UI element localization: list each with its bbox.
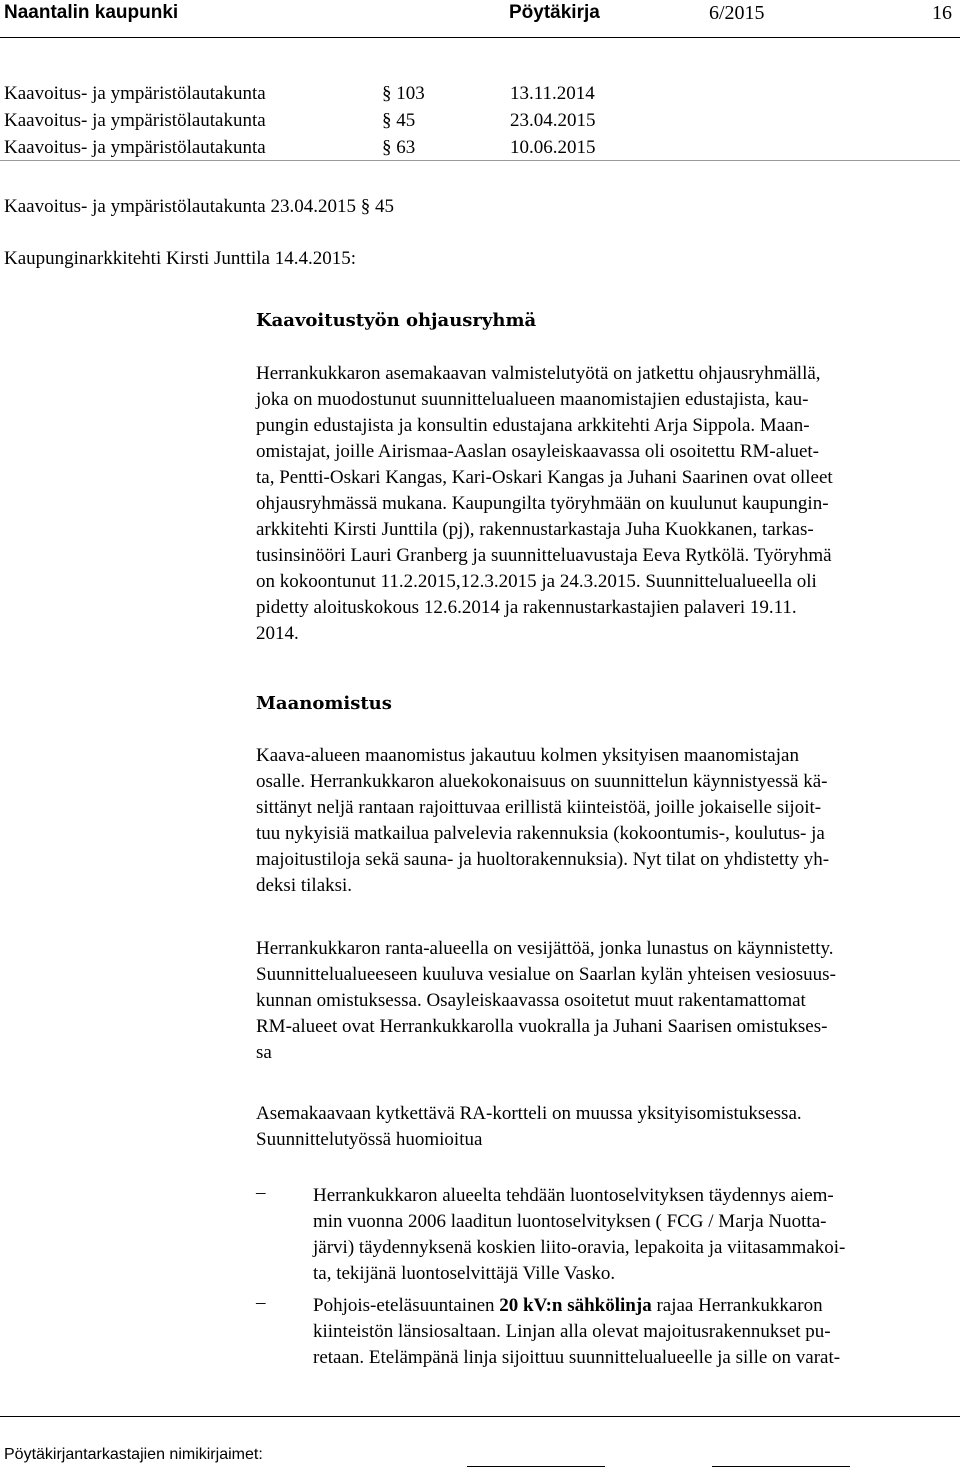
reference-date: 13.11.2014 bbox=[510, 83, 595, 104]
section2-paragraph-2: Herrankukkaron ranta-alueella on vesijättöä, jonka lunastus on käynnistetty. Suunnittelualueeseen kuuluva vesialue on Saarlan kylän yhteisen vesiosuus- kunnan omistuksessa. Osayleiskaavassa osoitetut muut rakentamattomat RM-alueet ovat Herrankukkarolla vuokralla ja Juhani Saarisen omistukses- sa bbox=[256, 938, 836, 1063]
reference-body: Kaavoitus- ja ympäristölautakunta bbox=[4, 83, 266, 104]
reference-section: § 63 bbox=[382, 137, 416, 158]
page-number: 16 bbox=[932, 2, 952, 24]
reference-section: § 45 bbox=[382, 110, 416, 131]
reference-date: 23.04.2015 bbox=[510, 110, 596, 131]
reference-body: Kaavoitus- ja ympäristölautakunta bbox=[4, 110, 266, 131]
bullet-item: Pohjois-eteläsuuntainen 20 kV:n sähkölinja rajaa Herrankukkaron kiinteistön länsiosaltaan. Linjan alla olevat majoitusrakennukset pu- retaan. Etelämpänä linja sijoittuu suunnittelualueelle ja sille on varat- bbox=[313, 1295, 841, 1368]
signature-line bbox=[712, 1466, 850, 1467]
section2-paragraph-3: Asemakaavaan kytkettävä RA-kortteli on muussa yksityisomistuksessa. Suunnittelutyössä huomioitua bbox=[256, 1103, 802, 1150]
reference-section: § 103 bbox=[382, 83, 425, 104]
footer-rule bbox=[0, 1416, 960, 1417]
org-name: Naantalin kaupunki bbox=[4, 2, 179, 23]
reference-date: 10.06.2015 bbox=[510, 137, 596, 158]
doc-type: Pöytäkirja bbox=[509, 2, 600, 23]
header-rule bbox=[0, 37, 960, 38]
doc-number: 6/2015 bbox=[709, 2, 765, 24]
section1-paragraph: Herrankukkaron asemakaavan valmistelutyötä on jatkettu ohjausryhmällä, joka on muodostunut suunnittelualueen maanomistajien edustajista, kau- pungin edustajista ja konsultin edustajana arkkitehti Arja Sippola. Maan- omistajat, joille Airismaa-Aaslan osayleiskaavassa oli osoitettu RM-aluet- ta, Pentti-Oskari Kangas, Kari-Oskari Kangas ja Juhani Saarinen ovat olleet ohjausryhmässä mukana. Kaupungilta työryhmään on kuulunut kaupungin- arkkitehti Kirsti Junttila (pj), rakennustarkastaja Juha Kuokkanen, tarkas- tusinsinööri Lauri Granberg ja suunnitteluavustaja Eeva Rytkölä. Työryhmä on kokoontunut 11.2.2015,12.3.2015 ja 24.3.2015. Suunnittelualueella oli pidetty aloituskokous 12.6.2014 ja rakennustarkastajien palaveri 19.11. 2014. bbox=[256, 363, 833, 644]
section-heading: Kaavoitustyön ohjausryhmä bbox=[256, 310, 537, 331]
bullet-item: Herrankukkaron alueelta tehdään luontoselvityksen täydennys aiem- min vuonna 2006 laaditun luontoselvityksen ( FCG / Marja Nuotta- järvi) täydennyksenä koskien liito-oravia, lepakoita ja viitasammakoi- ta, tekijänä luontoselvittäjä Ville Vasko. bbox=[313, 1185, 846, 1284]
signature-line bbox=[467, 1466, 605, 1467]
footer-label: Pöytäkirjantarkastajien nimikirjaimet: bbox=[4, 1446, 263, 1463]
reference-rule bbox=[0, 160, 960, 161]
section2-paragraph-1: Kaava-alueen maanomistus jakautuu kolmen yksityisen maanomistajan osalle. Herrankukkaron aluekokonaisuus on suunnittelun käynnistyessä kä- sittänyt neljä rantaan rajoittuvaa erillistä kiinteistöä, joille jokaiselle sijoit- tuu nykyisiä matkailua palvelevia rakennuksia (kokoontumis-, koulutus- ja majoitustiloja sekä sauna- ja huoltorakennuksia). Nyt tilat on yhdistetty yh- deksi tilaksi. bbox=[256, 745, 830, 896]
section-heading: Maanomistus bbox=[256, 693, 392, 714]
meeting-line: Kaavoitus- ja ympäristölautakunta 23.04.2015 § 45 bbox=[4, 196, 394, 217]
bullet-dash: – bbox=[256, 1292, 266, 1313]
bullet-dash: – bbox=[256, 1182, 266, 1203]
reference-body: Kaavoitus- ja ympäristölautakunta bbox=[4, 137, 266, 158]
presenter-line: Kaupunginarkkitehti Kirsti Junttila 14.4.2015: bbox=[4, 248, 356, 269]
